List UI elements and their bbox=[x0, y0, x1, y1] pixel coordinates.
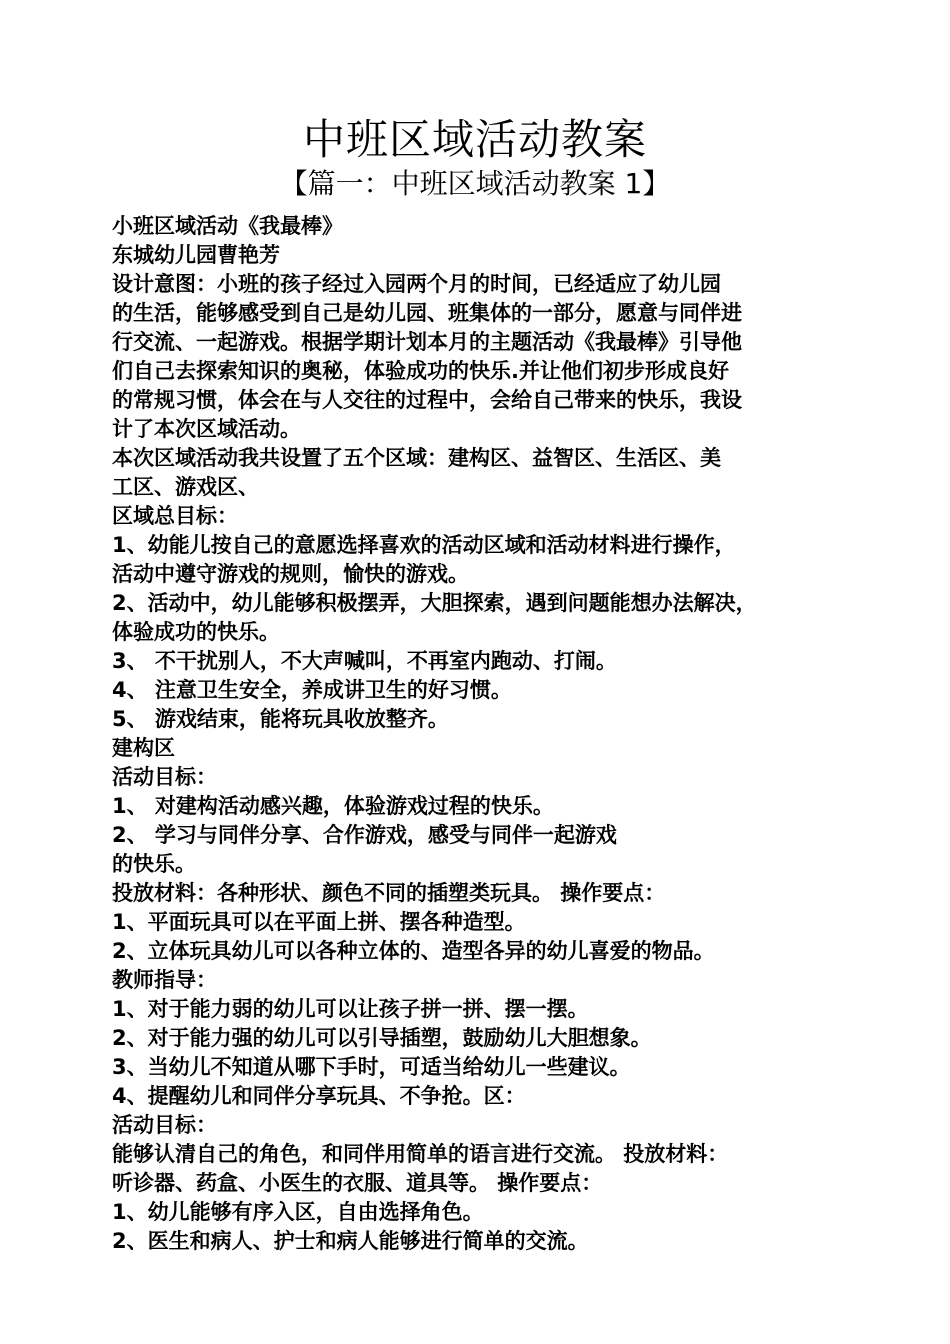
body-line: 活动中遵守游戏的规则，愉快的游戏。 bbox=[112, 562, 469, 586]
body-line: 听诊器、药盒、小医生的衣服、道具等。 操作要点： bbox=[112, 1171, 603, 1195]
body-line: 建构区 bbox=[112, 736, 175, 760]
body-line: 小班区域活动《我最棒》 bbox=[112, 214, 343, 238]
body-line: 设计意图：小班的孩子经过入园两个月的时间，已经适应了幼儿园 bbox=[112, 272, 721, 296]
document-body bbox=[112, 212, 850, 1256]
body-line: 活动目标： bbox=[112, 765, 217, 789]
body-line: 3、当幼儿不知道从哪下手时，可适当给幼儿一些建议。 bbox=[112, 1055, 631, 1079]
body-line: 本次区域活动我共设置了五个区域：建构区、益智区、生活区、美 bbox=[112, 446, 721, 470]
body-line: 3、 不干扰别人，不大声喊叫，不再室内跑动、打闹。 bbox=[112, 649, 617, 673]
body-line: 的生活，能够感受到自己是幼儿园、班集体的一部分，愿意与同伴进 bbox=[112, 301, 742, 325]
document-subtitle: 【篇一：中班区域活动教案 1】 bbox=[279, 167, 671, 200]
body-line: 行交流、一起游戏。根据学期计划本月的主题活动《我最棒》引导他 bbox=[112, 330, 742, 354]
body-line: 2、活动中，幼儿能够积极摆弄，大胆探索，遇到问题能想办法解决， bbox=[112, 591, 757, 615]
body-line: 2、 学习与同伴分享、合作游戏，感受与同伴一起游戏 bbox=[112, 823, 617, 847]
body-line: 2、立体玩具幼儿可以各种立体的、造型各异的幼儿喜爱的物品。 bbox=[112, 939, 715, 963]
body-line: 教师指导： bbox=[112, 968, 217, 992]
body-line: 1、对于能力弱的幼儿可以让孩子拼一拼、摆一摆。 bbox=[112, 997, 589, 1021]
body-line: 2、对于能力强的幼儿可以引导插塑，鼓励幼儿大胆想象。 bbox=[112, 1026, 652, 1050]
body-line: 区域总目标： bbox=[112, 504, 238, 528]
body-line: 东城幼儿园曹艳芳 bbox=[112, 243, 280, 267]
body-line: 活动目标： bbox=[112, 1113, 217, 1137]
body-line: 计了本次区域活动。 bbox=[112, 417, 301, 441]
body-line: 1、幼儿能够有序入区，自由选择角色。 bbox=[112, 1200, 484, 1224]
document-title: 中班区域活动教案 bbox=[302, 115, 647, 164]
body-line: 4、 注意卫生安全，养成讲卫生的好习惯。 bbox=[112, 678, 512, 702]
body-line: 1、平面玩具可以在平面上拼、摆各种造型。 bbox=[112, 910, 526, 934]
body-line: 5、 游戏结束，能将玩具收放整齐。 bbox=[112, 707, 449, 731]
body-line: 能够认清自己的角色，和同伴用简单的语言进行交流。 投放材料： bbox=[112, 1142, 729, 1166]
body-line: 2、医生和病人、护士和病人能够进行简单的交流。 bbox=[112, 1229, 589, 1253]
body-line: 1、幼能儿按自己的意愿选择喜欢的活动区域和活动材料进行操作， bbox=[112, 533, 736, 557]
body-line: 体验成功的快乐。 bbox=[112, 620, 280, 644]
body-line: 4、提醒幼儿和同伴分享玩具、不争抢。区： bbox=[112, 1084, 526, 1108]
body-line: 1、 对建构活动感兴趣，体验游戏过程的快乐。 bbox=[112, 794, 554, 818]
body-line: 们自己去探索知识的奥秘，体验成功的快乐.并让他们初步形成良好 bbox=[112, 359, 729, 383]
body-line: 投放材料：各种形状、颜色不同的插塑类玩具。 操作要点： bbox=[112, 881, 666, 905]
body-line: 的快乐。 bbox=[112, 852, 196, 876]
body-line: 的常规习惯，体会在与人交往的过程中，会给自己带来的快乐，我设 bbox=[112, 388, 742, 412]
body-line: 工区、游戏区、 bbox=[112, 475, 259, 499]
